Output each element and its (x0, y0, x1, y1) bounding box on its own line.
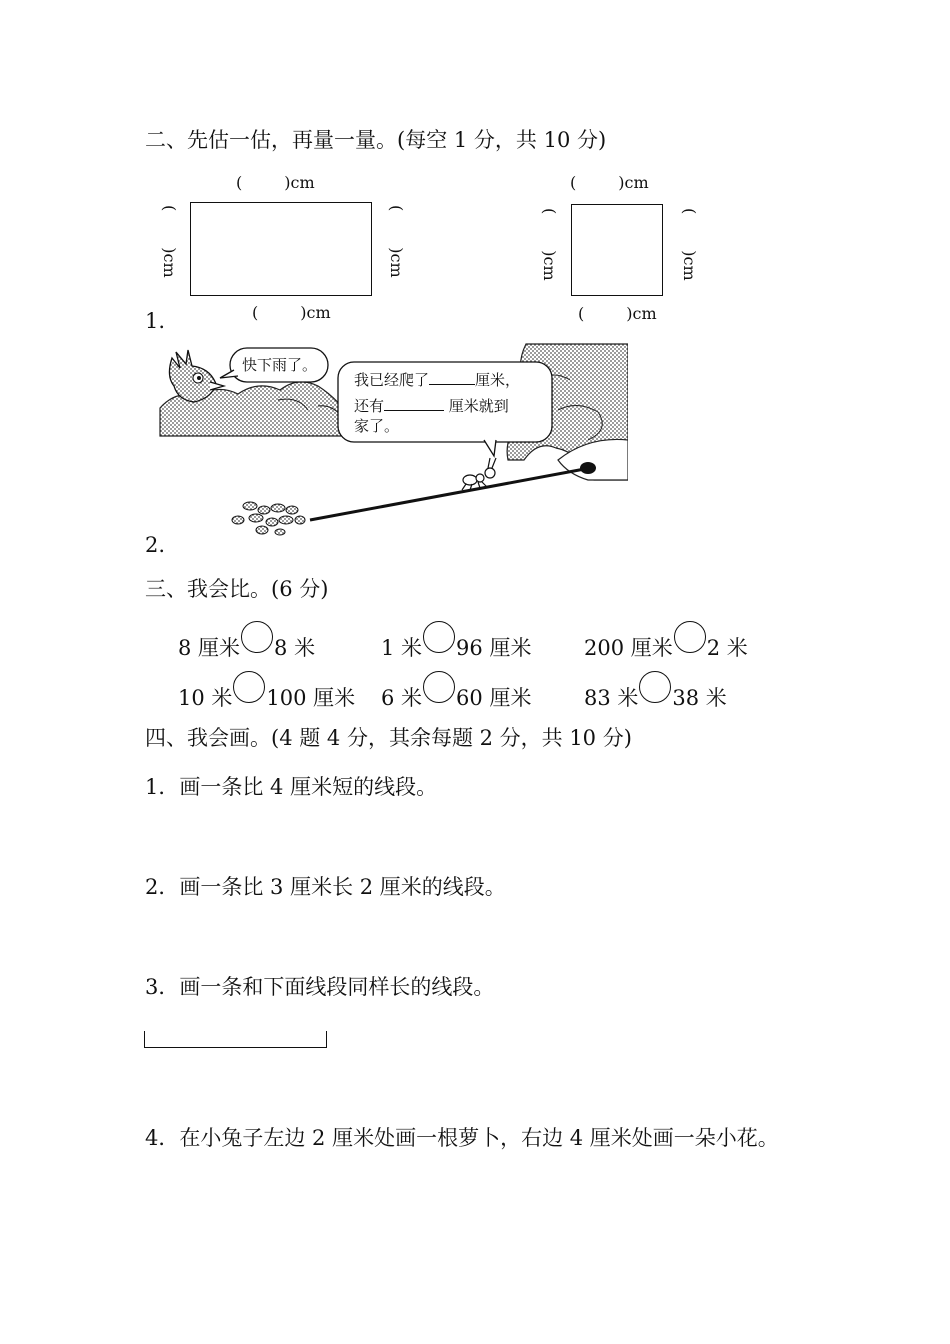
compare-item: 83 米 38 米 (584, 681, 727, 713)
section3-title: 三、我会比。(6 分) (145, 577, 329, 601)
rect-bottom-label: ( )cm (252, 303, 331, 322)
square-left-label: ()cm (540, 208, 559, 281)
draw-question-3: 3．画一条和下面线段同样长的线段。 (145, 975, 495, 999)
draw-question-4: 4．在小兔子左边 2 厘米处画一根萝卜，右边 4 厘米处画一朵小花。 (145, 1126, 779, 1150)
square-shape (571, 204, 663, 296)
bird-speech-text: 快下雨了。 (242, 356, 318, 374)
compare-circle[interactable] (423, 671, 455, 703)
square-top-label: ( )cm (570, 173, 649, 192)
section2-title: 二、先估一估，再量一量。(每空 1 分，共 10 分) (145, 128, 607, 152)
square-right-label: ()cm (680, 208, 699, 281)
draw-question-1: 1．画一条比 4 厘米短的线段。 (145, 775, 438, 799)
draw-question-2: 2．画一条比 3 厘米长 2 厘米的线段。 (145, 875, 506, 899)
rectangle-shape (190, 202, 372, 296)
rect-right-label: ()cm (387, 205, 406, 278)
compare-item: 1 米 96 厘米 (381, 631, 531, 663)
q2-number: 2. (145, 533, 166, 557)
ant-speech-text: 我已经爬了 厘米， 还有 厘米就到 家了。 (354, 371, 521, 435)
square-bottom-label: ( )cm (578, 304, 657, 323)
compare-circle[interactable] (674, 621, 706, 653)
compare-item: 6 米 60 厘米 (381, 681, 531, 713)
compare-item: 200 厘米 2 米 (584, 631, 748, 663)
compare-circle[interactable] (423, 621, 455, 653)
compare-circle[interactable] (233, 671, 265, 703)
compare-item: 10 米 100 厘米 (178, 681, 355, 713)
rect-top-label: ( )cm (236, 173, 315, 192)
compare-circle[interactable] (639, 671, 671, 703)
compare-item: 8 厘米 8 米 (178, 631, 315, 663)
reference-line-segment (144, 1031, 327, 1048)
compare-circle[interactable] (241, 621, 273, 653)
rect-left-label: ()cm (160, 205, 179, 278)
section4-title: 四、我会画。(4 题 4 分，其余每题 2 分，共 10 分) (145, 726, 632, 750)
q1-number: 1. (145, 309, 166, 333)
